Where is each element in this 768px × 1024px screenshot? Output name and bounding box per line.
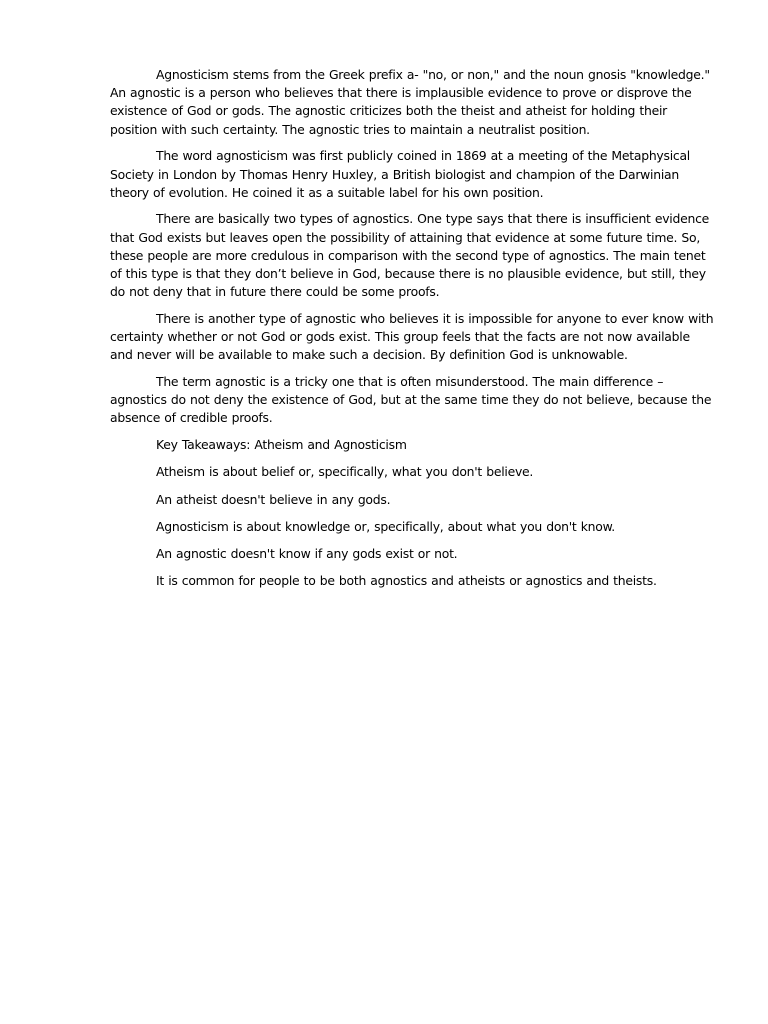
- paragraph-two-types: There are basically two types of agnostics. One type says that there is insufficient evidence that God exists but leaves open the possibility of attaining that evidence at some future time. So, these people are more credulous in comparison with the second type of agnostics. The main tenet of this type is that they don’t believe in God, because there is no plausible evidence, but still, they do not deny that in future there could be some proofs.: [110, 211, 710, 300]
- key-takeaways-heading: Key Takeaways: Atheism and Agnosticism: [156, 437, 407, 453]
- paragraph-etymology: Agnosticism stems from the Greek prefix a- "no, or non," and the noun gnosis "knowledge." An agnostic is a person who believes that there is implausible evidence to prove or disprove the existence of God or gods. The agnostic criticizes both the theist and atheist for holding their position with such certainty. The agnostic tries to maintain a neutralist position.: [110, 67, 710, 137]
- takeaway-item: Agnosticism is about knowledge or, specifically, about what you don't know.: [156, 518, 615, 534]
- takeaway-item: Atheism is about belief or, specifically, what you don't believe.: [156, 464, 534, 480]
- takeaway-item: An atheist doesn't believe in any gods.: [156, 491, 391, 507]
- takeaway-item: It is common for people to be both agnostics and atheists or agnostics and theists.: [156, 573, 657, 589]
- paragraph-second-type: There is another type of agnostic who believes it is impossible for anyone to ever know with certainty whether or not God or gods exist. This group feels that the facts are not now available and never will be available to make such a decision. By definition God is unknowable.: [110, 310, 714, 363]
- key-takeaways: [110, 436, 716, 590]
- paragraph-history: The word agnosticism was first publicly coined in 1869 at a meeting of the Metaphysical Society in London by Thomas Henry Huxley, a British biologist and champion of the Darwinian theory of evolution. He coined it as a suitable label for his own position.: [110, 148, 690, 200]
- takeaway-item: An agnostic doesn't know if any gods exist or not.: [156, 545, 458, 561]
- document-page: [110, 66, 716, 599]
- paragraph-difference: The term agnostic is a tricky one that is often misunderstood. The main difference – agnostics do not deny the existence of God, but at the same time they do not believe, because the absence of credible proofs.: [110, 374, 712, 426]
